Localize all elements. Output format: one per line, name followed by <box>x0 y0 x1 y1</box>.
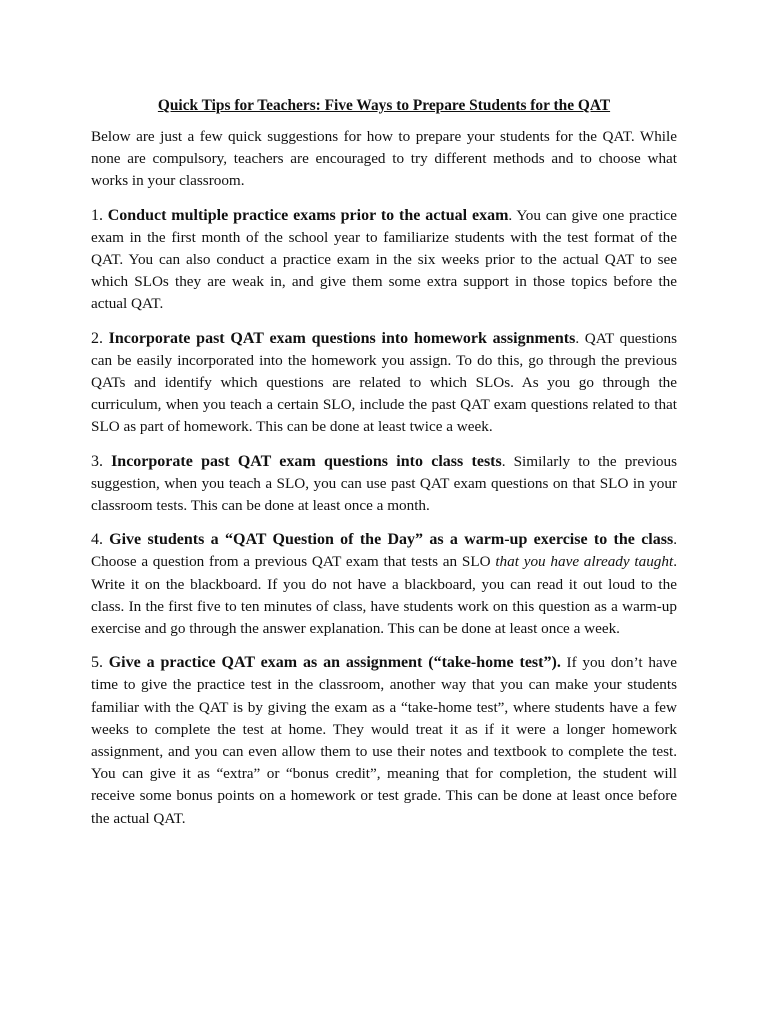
tip-number: 2. <box>91 329 103 347</box>
tip-3 <box>91 451 677 518</box>
tip-body: . QAT questions can be easily incorporated into the homework you assign. To do this, go through the previous QATs and identify which questions are related to which SLOs. As you go through the curriculum, when you teach a certain SLO, include the past QAT exam questions related to that SLO as part of homework. This can be done at least twice a week. <box>91 329 677 436</box>
tip-2 <box>91 328 677 439</box>
tip-number: 1. <box>91 206 103 224</box>
tip-5 <box>91 652 677 830</box>
tip-1 <box>91 205 677 316</box>
tip-number: 4. <box>91 531 103 549</box>
tip-number: 5. <box>91 654 103 672</box>
intro-paragraph: Below are just a few quick suggestions for how to prepare your students for the QAT. While none are compulsory, teachers are encouraged to try different methods and to choose what works in your classroom. <box>91 128 677 190</box>
tip-body-italic: that you have already taught <box>495 553 674 571</box>
tip-heading: Give a practice QAT exam as an assignment (“take-home test”). <box>108 654 561 672</box>
tip-heading: Incorporate past QAT exam questions into homework assignments <box>108 329 576 347</box>
tip-body: . Similarly to the previous suggestion, when you teach a SLO, you can use past QAT exam questions on that SLO in your classroom tests. This can be done at least once a month. <box>91 452 678 515</box>
tip-body: . You can give one practice exam in the first month of the school year to familiarize students with the test format of the QAT. You can also conduct a practice exam in the six weeks prior to the actual QAT to see which SLOs they are weak in, and give them some extra support in those topics before the actual QAT. <box>91 206 678 313</box>
tip-body-after: . Write it on the blackboard. If you do not have a blackboard, you can read it out loud to the class. In the first five to ten minutes of class, have students work on this question as a warm-up exercise and go through the answer explanation. This can be done at least once a week. <box>91 553 678 638</box>
tip-body: If you don’t have time to give the practice test in the classroom, another way that you can make your students familiar with the QAT is by giving the exam as a “take-home test”, where students have a few weeks to complete the test at home. They would treat it as if it were a longer homework assignment, and you can even allow them to use their notes and textbook to complete the test. You can give it as “extra” or “bonus credit”, meaning that for completion, the student will receive some bonus points on a homework or test grade. This can be done at least once before the actual QAT. <box>91 654 678 827</box>
tip-4 <box>91 529 677 640</box>
document-page <box>91 96 677 842</box>
page-title: Quick Tips for Teachers: Five Ways to Prepare Students for the QAT <box>157 97 611 114</box>
tip-heading: Conduct multiple practice exams prior to the actual exam <box>107 206 509 224</box>
tip-heading: Incorporate past QAT exam questions into class tests <box>111 452 502 470</box>
tip-number: 3. <box>91 452 103 470</box>
tip-heading: Give students a “QAT Question of the Day” as a warm-up exercise to the class <box>109 531 674 549</box>
tip-body-before: . Choose a question from a previous QAT exam that tests an SLO <box>91 531 678 571</box>
